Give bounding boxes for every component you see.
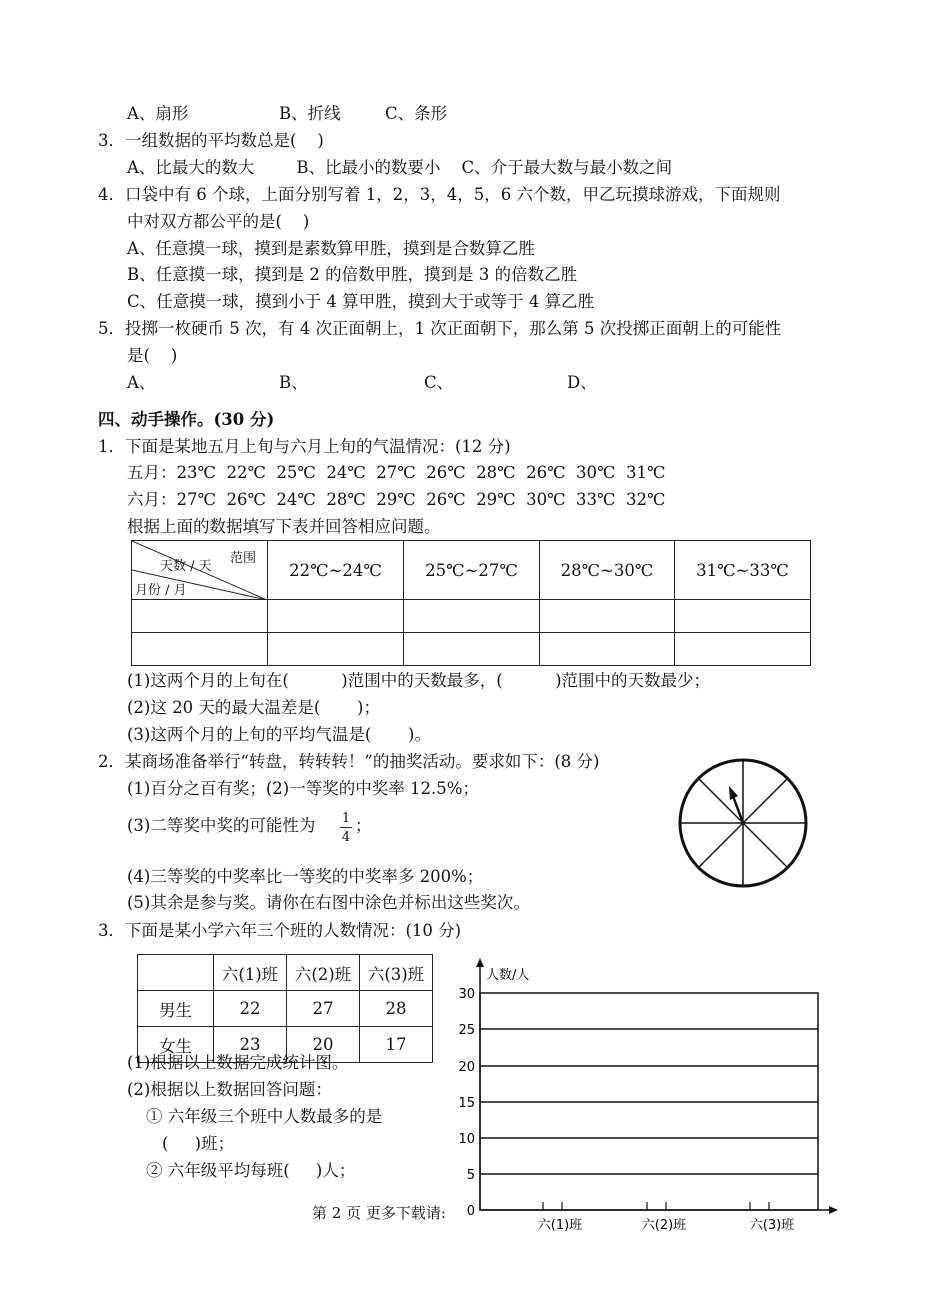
q5-option-b: B、	[279, 373, 308, 392]
q2-option-b: B、折线	[279, 104, 341, 123]
class-header-2: 六(2)班	[287, 955, 360, 991]
temp-header-3: 28℃~30℃	[540, 541, 675, 600]
s4p3-question2b: ② 六年级平均每班( )人；	[146, 1161, 356, 1180]
s4p2-rule3-end: ；	[355, 816, 372, 835]
q4-option-b: B、任意摸一球，摸到是 2 的倍数甲胜，摸到是 3 的倍数乙胜	[127, 265, 578, 284]
temp-cell[interactable]	[540, 600, 675, 633]
s4p1-instruction: 根据上面的数据填写下表并回答相应问题。	[127, 517, 441, 536]
q2-option-a: A、扇形	[127, 104, 189, 123]
s4p2-stem: 2．某商场准备举行“转盘，转转转！”的抽奖活动。要求如下：(8 分)	[98, 752, 600, 771]
s4p3-stem: 3．下面是某小学六年三个班的人数情况：(10 分)	[98, 921, 462, 940]
y-axis-label: 人数/人	[486, 968, 530, 983]
class-header-3: 六(3)班	[360, 955, 433, 991]
x-axis-arrow	[829, 1206, 838, 1214]
empty-bar-chart[interactable]	[450, 958, 845, 1243]
s4p3-question2a: ① 六年级三个班中人数最多的是	[146, 1107, 383, 1126]
y-tick-5: 5	[466, 1168, 475, 1183]
s4p3-question1: (1)根据以上数据完成统计图。	[127, 1053, 349, 1072]
boys-class3: 28	[360, 991, 433, 1027]
s4p1-question2: (2)这 20 天的最大温差是( )；	[127, 698, 380, 717]
temp-header-4: 31℃~33℃	[675, 541, 811, 600]
girls-class1: 23	[214, 1027, 287, 1063]
q5-option-a: A、	[127, 373, 156, 392]
row-label-girls: 女生	[138, 1027, 214, 1063]
fraction-denominator: 4	[341, 830, 351, 845]
class-table	[137, 954, 433, 1063]
q4-option-c: C、任意摸一球，摸到小于 4 算甲胜，摸到大于或等于 4 算乙胜	[127, 292, 595, 311]
temp-cell[interactable]	[675, 600, 811, 633]
s4p3-question2a-cont: ( )班；	[162, 1134, 235, 1153]
temp-header-1: 22℃~24℃	[268, 541, 404, 600]
class-table-corner	[138, 955, 214, 991]
girls-class2: 20	[287, 1027, 360, 1063]
boys-class1: 22	[214, 991, 287, 1027]
fraction-bar	[340, 827, 352, 828]
temp-cell[interactable]	[404, 600, 540, 633]
y-tick-20: 20	[458, 1060, 475, 1075]
s4p3-question2: (2)根据以上数据回答问题：	[127, 1080, 332, 1099]
y-tick-0: 0	[466, 1204, 475, 1219]
corner-days-label: 天数 / 天	[160, 559, 212, 574]
s4p2-rule1: (1)百分之百有奖；(2)一等奖的中奖率 12.5%；	[127, 779, 479, 798]
corner-month-label: 月份 / 月	[135, 583, 187, 598]
q4-stem-line1: 4．口袋中有 6 个球，上面分别写着 1，2，3，4，5，6 六个数，甲乙玩摸球游戏，下面规则	[98, 185, 781, 204]
y-tick-15: 15	[458, 1096, 475, 1111]
class-header-1: 六(1)班	[214, 955, 287, 991]
q4-stem-line2: 中对双方都公平的是( )	[127, 212, 310, 231]
section4-title: 四、动手操作。(30 分)	[98, 410, 275, 429]
fraction-numerator: 1	[341, 811, 351, 826]
q3-stem: 3．一组数据的平均数总是( )	[98, 131, 324, 150]
temp-cell[interactable]	[268, 633, 404, 666]
s4p1-question3: (3)这两个月的上旬的平均气温是( )。	[127, 725, 431, 744]
q5-stem-line1: 5．投掷一枚硬币 5 次，有 4 次正面朝上，1 次正面朝下，那么第 5 次投掷正面朝上的可能性	[98, 319, 782, 338]
temperature-table	[131, 540, 811, 666]
y-tick-30: 30	[458, 987, 475, 1002]
x-label-class1: 六(1)班	[537, 1218, 583, 1233]
row-label-boys: 男生	[138, 991, 214, 1027]
y-tick-25: 25	[458, 1023, 475, 1038]
boys-class2: 27	[287, 991, 360, 1027]
temp-cell[interactable]	[404, 633, 540, 666]
spinner-wheel[interactable]	[676, 758, 810, 892]
x-label-class2: 六(2)班	[641, 1218, 687, 1233]
temp-header-2: 25℃~27℃	[404, 541, 540, 600]
page-footer: 第 2 页 更多下载请:	[312, 1204, 446, 1222]
temp-cell[interactable]	[675, 633, 811, 666]
q5-option-d: D、	[567, 373, 597, 392]
temp-cell[interactable]	[540, 633, 675, 666]
s4p1-june-temps: 六月：27℃ 26℃ 24℃ 28℃ 29℃ 26℃ 29℃ 30℃ 33℃ 32℃	[127, 490, 666, 509]
temp-cell[interactable]	[132, 633, 268, 666]
s4p1-stem: 1．下面是某地五月上旬与六月上旬的气温情况：(12 分)	[98, 437, 511, 456]
s4p2-rule5: (5)其余是参与奖。请你在右图中涂色并标出这些奖次。	[127, 893, 530, 912]
q2-option-c: C、条形	[385, 104, 448, 123]
x-label-class3: 六(3)班	[749, 1218, 795, 1233]
girls-class3: 17	[360, 1027, 433, 1063]
q3-options: A、比最大的数大 B、比最小的数要小 C、介于最大数与最小数之间	[127, 158, 673, 177]
s4p2-rule3: (3)二等奖中奖的可能性为	[127, 816, 316, 835]
y-tick-10: 10	[458, 1132, 475, 1147]
y-axis-arrow	[476, 958, 484, 967]
temp-table-corner	[132, 541, 268, 600]
temp-cell[interactable]	[132, 600, 268, 633]
corner-range-label: 范围	[230, 551, 257, 566]
q5-option-c: C、	[424, 373, 454, 392]
temp-cell[interactable]	[268, 600, 404, 633]
s4p1-question1: (1)这两个月的上旬在( )范围中的天数最多，( )范围中的天数最少；	[127, 671, 711, 690]
s4p1-may-temps: 五月：23℃ 22℃ 25℃ 24℃ 27℃ 26℃ 28℃ 26℃ 30℃ 31℃	[127, 463, 666, 482]
q5-stem-line2: 是( )	[127, 346, 178, 365]
s4p2-rule4: (4)三等奖的中奖率比一等奖的中奖率多 200%；	[127, 867, 484, 886]
q4-option-a: A、任意摸一球，摸到是素数算甲胜，摸到是合数算乙胜	[127, 239, 535, 258]
